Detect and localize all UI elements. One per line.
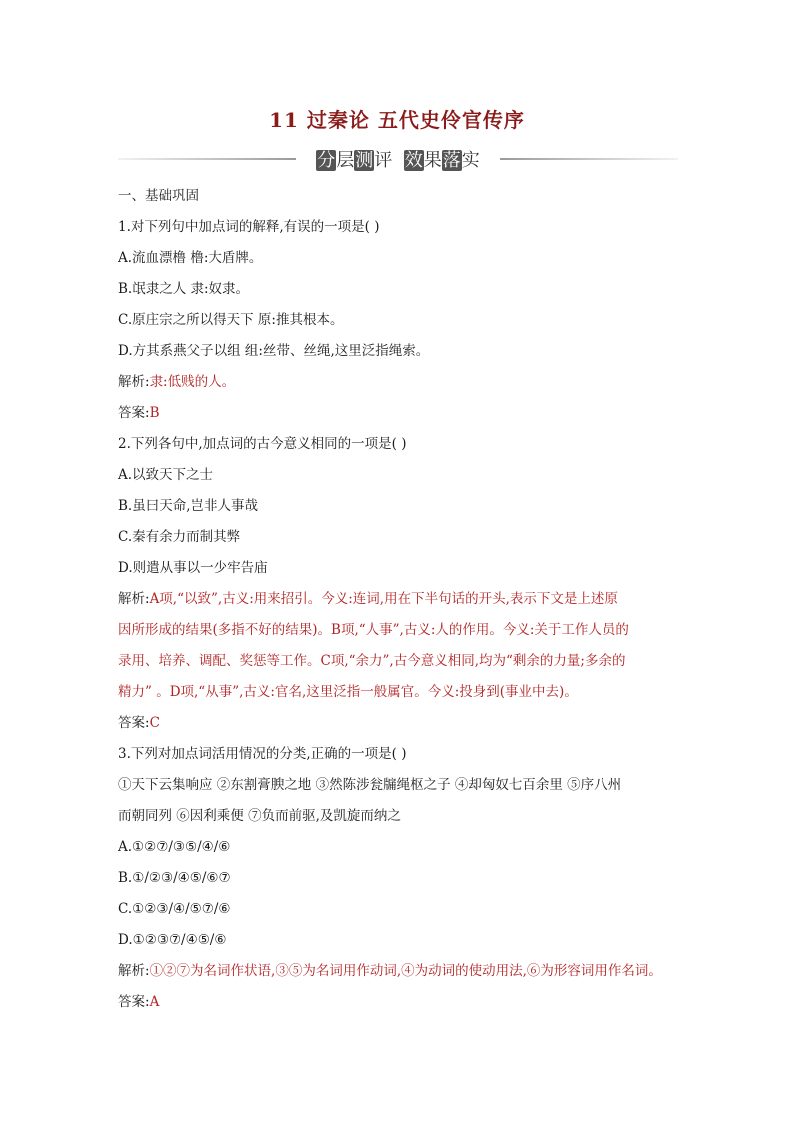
q2-stem: 2.下列各句中,加点词的古今意义相同的一项是( ) xyxy=(118,436,407,452)
answer-label: 答案: xyxy=(118,715,150,731)
q2-analysis-line-4: 精力” 。D项,“从事”,古义:官名,这里泛指一般属官。今义:投身到(事业中去)。 xyxy=(118,684,578,700)
answer-label: 答案: xyxy=(118,405,150,421)
analysis-label: 解析: xyxy=(118,374,150,390)
q3-option-c: C.①②③/④/⑤⑦/⑥ xyxy=(118,901,231,917)
q3-analysis-text: ①②⑦为名词作状语,③⑤为名词用作动词,④为动词的使动用法,⑥为形容词用作名词。 xyxy=(149,963,662,979)
analysis-label: 解析: xyxy=(118,963,150,979)
q1-analysis-text: 隶:低贱的人。 xyxy=(149,374,236,390)
banner-divider-right xyxy=(500,158,678,160)
banner-char-2: 层 xyxy=(336,150,355,171)
section-banner xyxy=(118,146,678,172)
q2-option-c: C.秦有余力而制其弊 xyxy=(118,529,241,545)
answer-label: 答案: xyxy=(118,994,150,1010)
banner-char-5: 效 xyxy=(404,150,423,171)
q2-analysis-line-2: 因所形成的结果(多指不好的结果)。B项,“人事”,古义:人的作用。今义:关于工作人员的 xyxy=(118,622,629,638)
q1-option-a: A.流血漂橹 橹:大盾牌。 xyxy=(118,250,263,266)
q2-analysis-line-3: 录用、培养、调配、奖惩等工作。C项,“余力”,古今意义相同,均为“剩余的力量;多余的 xyxy=(118,653,626,669)
q3-items-line-1: ①天下云集响应 ②东割膏腴之地 ③然陈涉瓮牖绳枢之子 ④却匈奴七百余里 ⑤序八州 xyxy=(118,777,622,793)
q3-stem: 3.下列对加点词活用情况的分类,正确的一项是( ) xyxy=(118,746,407,762)
q2-answer xyxy=(118,708,688,739)
q3-option-b: B.①/②③/④⑤/⑥⑦ xyxy=(118,870,231,886)
exercise-content xyxy=(118,181,688,1018)
banner-char-3: 测 xyxy=(355,150,374,171)
q2-option-a: A.以致天下之士 xyxy=(118,467,214,483)
q3-option-a: A.①②⑦/③⑤/④/⑥ xyxy=(118,839,231,855)
q3-analysis xyxy=(118,956,688,987)
banner-divider-left xyxy=(118,158,296,160)
q1-option-b: B.氓隶之人 隶:奴隶。 xyxy=(118,281,250,297)
q2-answer-value: C xyxy=(149,715,160,731)
banner-char-1: 分 xyxy=(317,150,336,171)
banner-label xyxy=(306,146,490,172)
q3-answer xyxy=(118,987,688,1018)
banner-char-6: 果 xyxy=(423,150,442,171)
banner-char-7: 落 xyxy=(442,150,461,171)
q1-answer xyxy=(118,398,688,429)
banner-char-4: 评 xyxy=(374,150,393,171)
q3-items-line-2: 而朝同列 ⑥因利乘便 ⑦负而前驱,及凯旋而纳之 xyxy=(118,808,401,824)
q1-option-c: C.原庄宗之所以得天下 原:推其根本。 xyxy=(118,312,344,328)
q3-option-d: D.①②③⑦/④⑤/⑥ xyxy=(118,932,227,948)
page-title: 11 过秦论 五代史伶官传序 xyxy=(269,108,525,132)
q1-stem: 1.对下列句中加点词的解释,有误的一项是( ) xyxy=(118,219,380,235)
q3-answer-value: A xyxy=(149,994,160,1010)
q1-option-d: D.方其系燕父子以组 组:丝带、丝绳,这里泛指绳索。 xyxy=(118,343,430,359)
q2-option-d: D.则遣从事以一少牢告庙 xyxy=(118,560,268,576)
q2-analysis-text-1: A项,“以致”,古义:用来招引。今义:连词,用在下半句话的开头,表示下文是上述原 xyxy=(149,591,618,607)
q1-analysis xyxy=(118,367,688,398)
section-heading: 一、基础巩固 xyxy=(118,188,199,204)
q1-answer-value: B xyxy=(149,405,160,421)
analysis-label: 解析: xyxy=(118,591,150,607)
banner-char-8: 实 xyxy=(461,150,480,171)
q2-analysis-line-1 xyxy=(118,584,688,615)
q2-option-b: B.虽曰天命,岂非人事哉 xyxy=(118,498,259,514)
